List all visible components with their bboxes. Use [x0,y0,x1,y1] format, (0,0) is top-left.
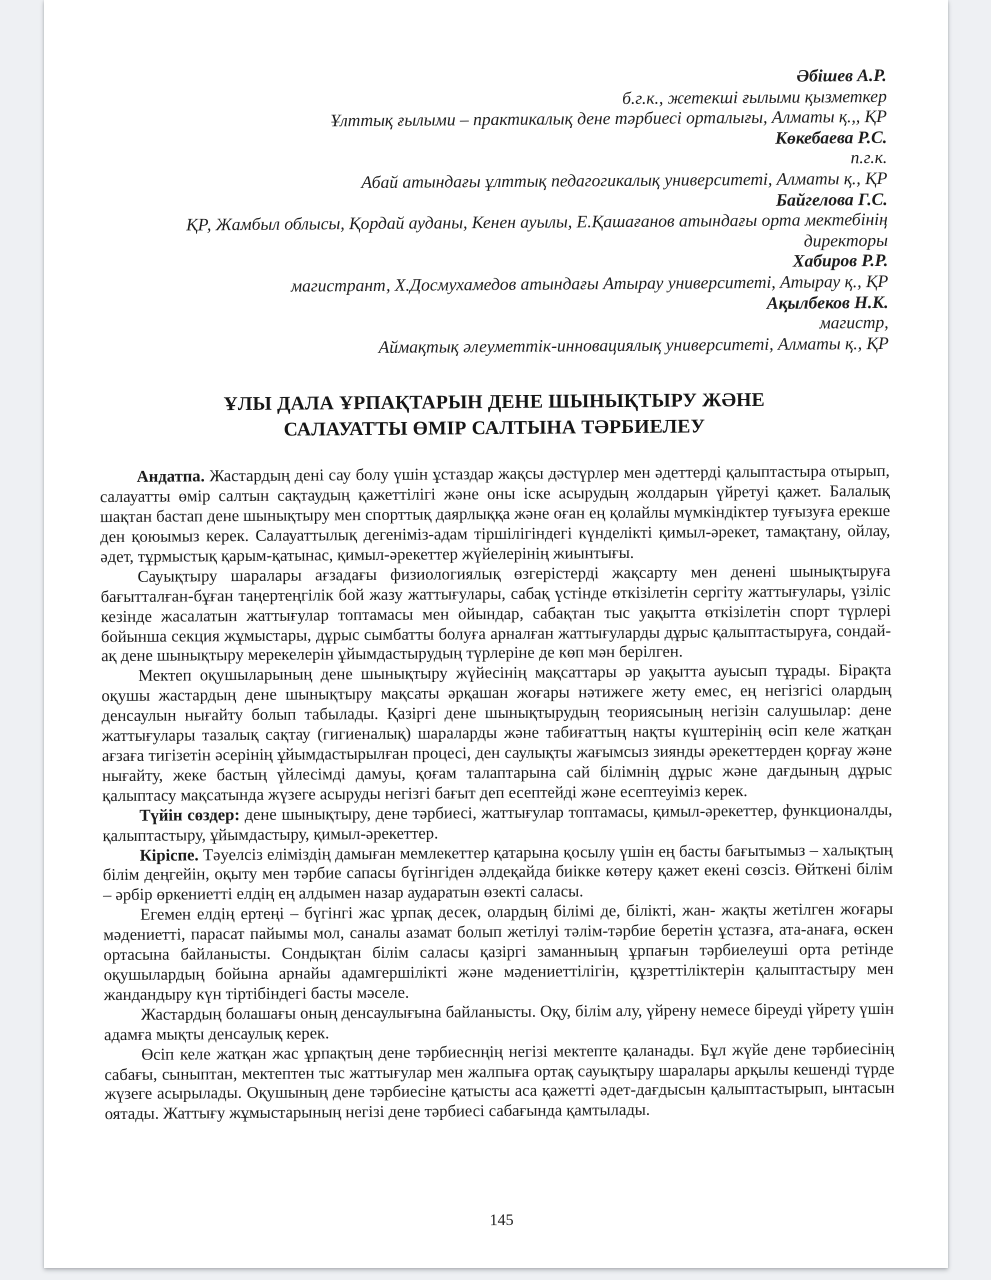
author-block [97,65,889,360]
author-affiliation: магистрант, Х.Досмухамедов атындағы Атырау университеті, Атырау қ., ҚР [290,270,889,296]
paragraph-text: Тәуелсіз еліміздің дамыған мемлекеттер қатарына қосылу үшін ең басты бағытымыз – халықтың білім деңгейін, оқыту мен тәрбие сапасы бүгінгіден әлдеқайда биікке көтеру қажет екені сөзсіз. Өйткені білім – әрбір өркениетті елдің ең алдымен назар аударатын өзекті саласы. [102,839,893,905]
keywords-label: Түйін сөздер: [139,804,240,825]
article-title-line: САЛАУАТТЫ ӨМІР САЛТЫНА ТӘРБИЕЛЕУ [283,416,706,441]
paragraph-text: Егемен елдің ертеңі – бүгінгі жас ұрпақ десек, олардың білімі де, білікті, жан- жақты жетілген жоғары мәдениетті, парасат пайымы мол, саналы азамат болып жетілуі тәлім-тәрбие беретін ұстазға, ата-анаға, өскен ортасына байланысты. Сондықтан білім саласы қазіргі заманныың ұрпағын тәрбиелеуші орта ретінде оқушылардың бойына арнайы адамгершілікті және мәдениеттілігін, құзреттіліктерін қалыптастыру мен жандандыру күн тіртібіндегі басты мәселе. [103,899,894,1004]
author-affiliation: магистр, [819,312,889,333]
paragraph-introduction [103,839,893,905]
author-affiliation: Аймақтық әлеуметтік-инновациялық университеті, Алматы қ., ҚР [378,332,889,357]
paragraph [100,561,891,667]
article-title [99,387,889,445]
paragraph [103,899,894,1005]
page-content [40,0,954,1272]
paragraph-keywords [102,800,892,846]
author-entry [97,65,887,133]
author-entry [98,188,888,256]
paragraph [101,660,892,806]
paragraph [104,999,894,1045]
page-number: 145 [489,1211,514,1230]
paragraph-text: Өсіп келе жатқан жас ұрпақтың дене тәрбиеснңің негізі мектепте қаланады. Бұл жүйе дене тәрбиесінің сабағы, сыныптан, мектептен тыс жаттығулар мен жалпыға ортақ сауықтыру шаралары арқылы кешенді түрде жүзеге асырылады. Оқушының дене тәрбиесіне қатысты аса қажетті әдет-дағдысын қалыптастырып, ынтасын оятады. Жаттығу жұмыстарының негізі дене тәрбиесі сабағында қамтылады. [104,1038,895,1124]
paragraph-text: дене шынықтыру, дене тәрбиесі, жаттығулар топтамасы, қимыл-әрекеттер, функционалды, қалыптастыру, ұйымдастыру, қимыл-әрекеттер. [102,799,893,845]
author-name: Хабиров Р.Р. [792,250,889,272]
author-entry [97,127,887,195]
article-title-line: ҰЛЫ ДАЛА ҰРПАҚТАРЫН ДЕНЕ ШЫНЫҚТЫРУ ЖӘНЕ [223,390,765,416]
article-body [100,461,895,1124]
author-affiliation: ҚР, Жамбыл облысы, Қордай ауданы, Кенен ауылы, Е.Қашағанов атындағы орта мектебінің директоры [186,209,888,251]
author-affiliation: п.г.к. [850,147,888,168]
author-name: Байгелова Г.С. [775,188,888,210]
paragraph-text: Сауықтыру шаралары ағзадағы физиологиялық өзгерістерді жақсарту мен денені шынықтыруға бағытталған-бұған таңертеңгілік бой жазу жаттығулары, сабақ үстінде өткізілетін сергіту жаттығулары, үзіліс кезінде жасалатын жаттығулар топтамасы мен ойындар, сабақтан тыс уақытта өткізілетін спорт түрлері бойынша секция жұмыстары, дұрыс сымбатты болуға арналған жаттығуларды дұрыс қалыптастыруға, сондай-ақ дене шынықтыру мерекелерін ұйымдастырудың түрлеріне де көп мән берілген. [100,560,892,666]
paragraph-text: Мектеп оқушыларының дене шынықтыру жүйесінің мақсаттары әр уақытта ауысып тұрады. Бірақта оқушы жастардың дене шынықтыру мақсаты әрқашан жоғары нәтижеге жету емес, ең негізгісі олардың денсаулын нығайту болып табылады. Қазіргі дене шынықтырудың теориясының негізін салушылар: дене жаттығулары тазалық сақтау (гигиеналық) шараларды және табиғаттың нақты күштерінің өсіп келе жатқан ағзаға тигізетін әсерінің ұйымдастырылған процесі, ден саулықты жағымсыз зиянды әрекеттерден қорғау және нығайту, жеке бастың үйлесімді дамуы, қоғам талаптарына сай білімнің дұрыс және дағдының дұрыс қалыптасу мақсатында жүзеге асыруды негізгі бағыт деп есептейді және есептеуіміз керек. [101,660,893,805]
introduction-label: Кіріспе. [139,844,199,865]
page [44,0,948,1268]
paragraph-text: Жастардың болашағы оның денсаулығына байланысты. Оқу, білім алу, үйрену немесе біреуді үйрету үшін адамға мықты денсаулық керек. [104,998,895,1044]
paragraph-text: Жастардың дені сау болу үшін ұстаздар жақсы дәстүрлер мен әдеттерді қалыптастыра отырып, салауатты өмір салтын сақтаудың қажеттілігі және оны іске асырудың жолдарын үйретуі қажет. Балалық шақтан бастап дене шынықтыру мен спорттық даярлыққа және оған ең қолайлы мүмкіндіктер туғызуға ерекше ден қоюымыз керек. Салауаттылық дегеніміз-адам тіршілігіндегі күнделікті қимыл-әрекет, тамақтану, ойлау, әдет, тұрмыстық қарым-қатынас, қимыл-әрекеттер жүйелерінің жиынтығы. [99,461,891,567]
author-name: Көкебаева Р.С. [775,126,888,148]
author-entry [98,250,888,297]
author-name: Әбішев А.Р. [796,64,887,86]
author-affiliation: б.г.к., жетекші ғылыми қызметкер [622,85,887,108]
author-name: Ақылбеков Н.К. [766,291,889,313]
author-affiliation: Ұлттық ғылыми – практикалық дене тәрбиесі орталығы, Алматы қ.,, ҚР [330,106,888,131]
paragraph-abstract [100,461,891,567]
author-entry [98,291,888,359]
paragraph [104,1038,895,1124]
author-affiliation: Абай атындағы ұлттық педагогикалық университеті, Алматы қ., ҚР [361,167,888,193]
abstract-label: Андатпа. [136,466,205,487]
